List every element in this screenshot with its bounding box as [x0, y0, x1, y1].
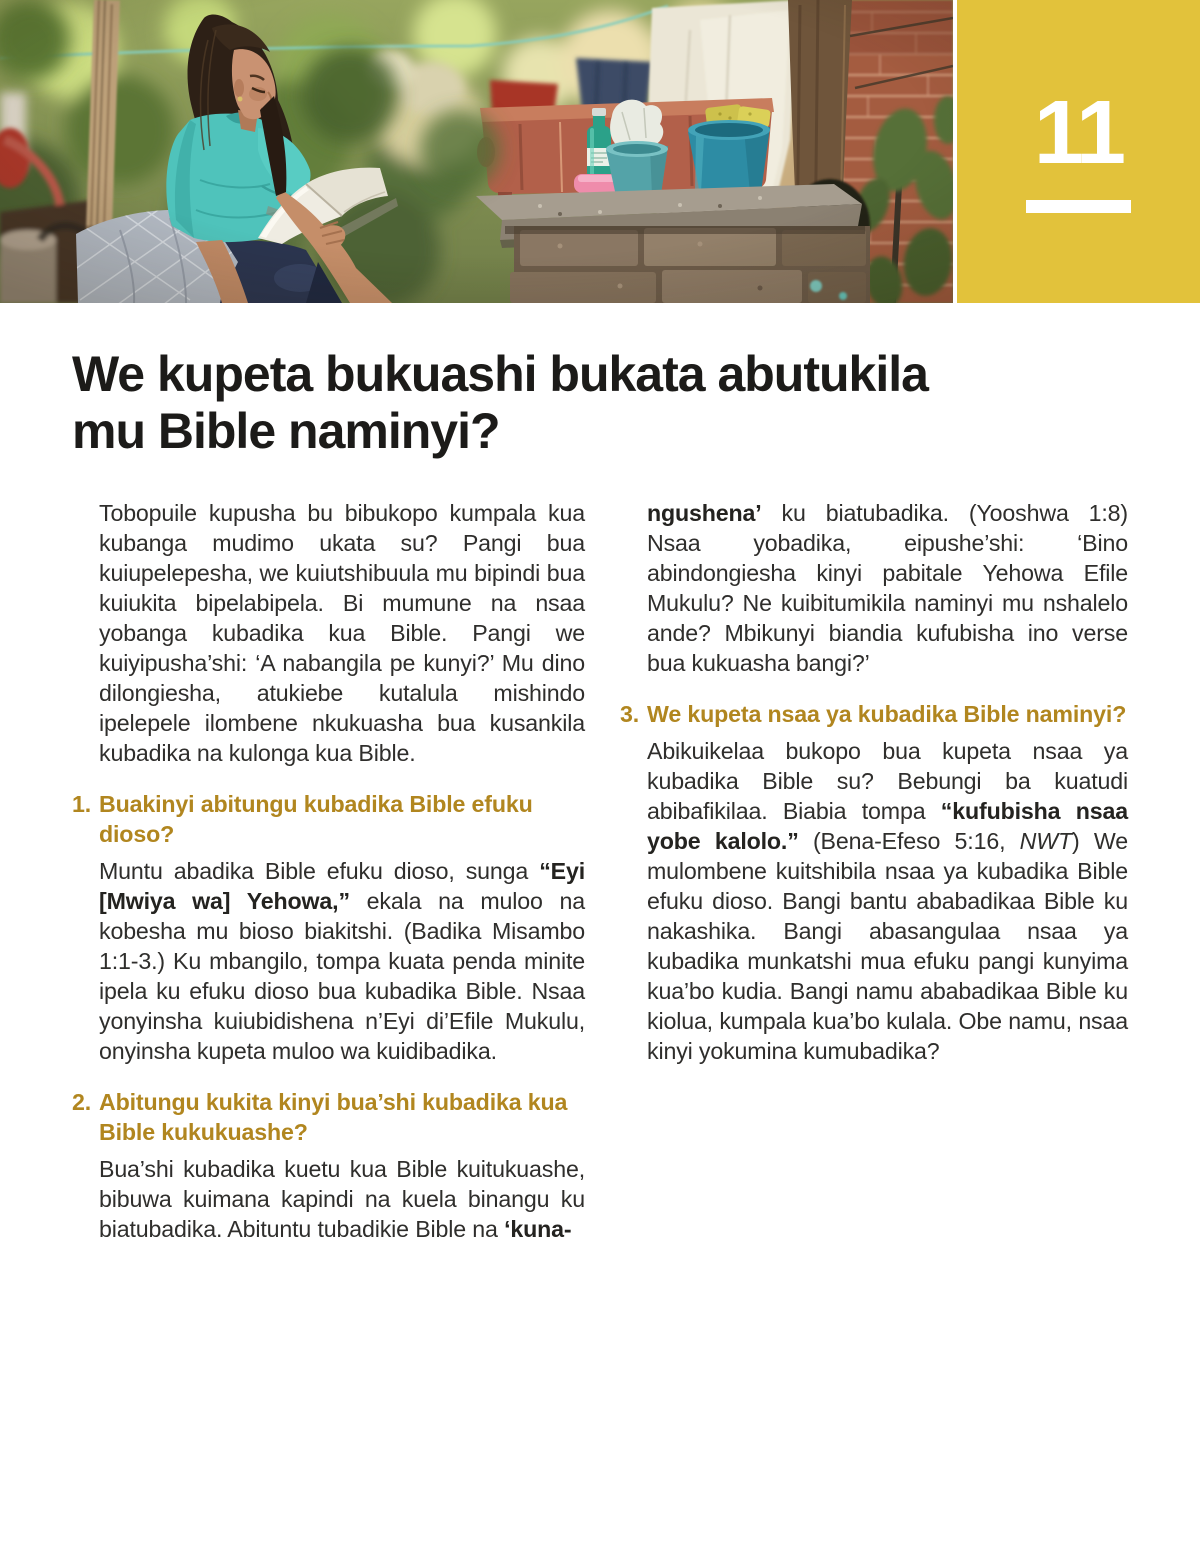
paragraph: Muntu abadika Bible efuku dioso, sunga “Eyi [Mwiya wa] Yehowa,” ekala na muloo na kobesha mu bioso biakitshi. (Badika Misambo 1:1-3.) Ku mbangilo, tompa kuata penda minite ipela ku efuku dioso bua kubadika Bible. Nsaa yonyinsha kuiubidishena n’Eyi di’Efile Mukulu, onyinsha kupeta muloo wa kuidibadika. [99, 858, 585, 1064]
page-title-line-1: We kupeta bukuashi bukata abutukila [72, 346, 928, 402]
question-heading [72, 1087, 585, 1147]
question-number: 2. [72, 1089, 92, 1115]
question-heading [72, 789, 585, 849]
question-text: We kupeta nsaa ya kubadika Bible naminyi? [647, 701, 1127, 727]
photo-illustration [0, 0, 953, 303]
paragraph: ngushena’ ku biatubadika. (Yooshwa 1:8) Nsaa yobadika, eipushe’shi: ‘Bino abindongiesha kinyi pabitale Yehowa Efile Mukulu? Ne kuibitumikila naminyi mu nshalelo ande? Mbikunyi biandia kufubisha ino verse bua kukuasha bangi?’ [647, 500, 1128, 676]
column-right [620, 498, 1128, 1087]
chapter-number: 11 [1033, 83, 1124, 183]
question-text: Buakinyi abitungu kubadika Bible efuku dioso? [99, 791, 533, 847]
paragraph: Bua’shi kubadika kuetu kua Bible kuitukuashe, bibuwa kuimana kapindi na kuela binangu ku biatubadika. Abituntu tubadikie Bible na ‘kuna- [99, 1156, 585, 1242]
question-heading [620, 699, 1128, 729]
chapter-badge [957, 0, 1200, 303]
photo-svg [0, 0, 953, 303]
page-title [72, 346, 1142, 460]
question-text: Abitungu kukita kinyi bua’shi kubadika kua Bible kukukuashe? [99, 1089, 568, 1145]
column-left [72, 498, 585, 1265]
question-number: 3. [620, 701, 640, 727]
page-title-line-2: mu Bible naminyi? [72, 403, 500, 459]
chapter-underline [1026, 200, 1131, 213]
paragraph: Abikuikelaa bukopo bua kupeta nsaa ya kubadika Bible su? Bebungi ba kuatudi abibafikilaa. Biabia tompa “kufubisha nsaa yobe kalolo.” (Bena-Efeso 5:16, NWT) We mulombene kuitshibila nsaa ya kubadika Bible efuku dioso. Bangi bantu ababadikaa Bible ku nakashika. Bangi abasangulaa nsaa ya kubadika munkatshi mua efuku pangi kunyima kua’bo kudia. Bangi namu ababadikaa Bible ku kiolua, kumpala kua’bo kulala. Obe namu, nsaa kinyi yokumina kumubadika? [647, 738, 1128, 1064]
question-number: 1. [72, 791, 92, 817]
paragraph: Tobopuile kupusha bu bibukopo kumpala kua kubanga mudimo ukata su? Pangi bua kuiupelepesha, we kuiutshibuula mu bipindi bua kuiukita bipelabipela. Bi mumune na nsaa yobanga kubadika kua Bible. Pangi we kuiyipusha’shi: ‘A nabangila pe kunyi?’ Mu dino dilongiesha, atukiebe kutalula mishindo ipelepele ilombene nkukuasha bua kusankila kubadika na kulonga kua Bible. [99, 500, 585, 766]
